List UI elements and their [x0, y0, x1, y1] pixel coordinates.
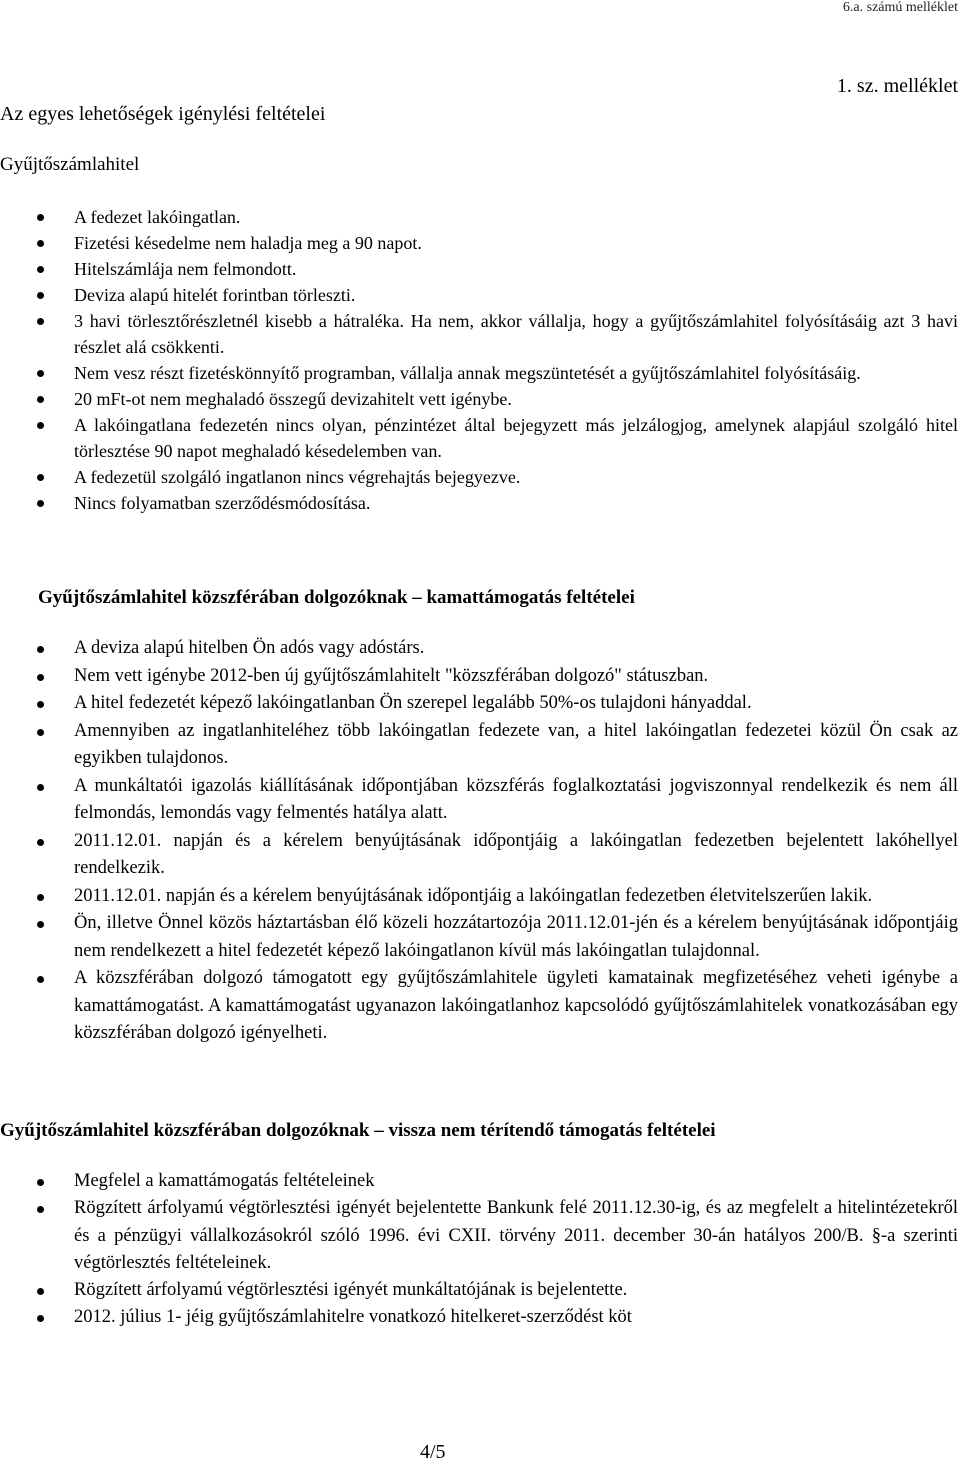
attachment-label-small: 6.a. számú melléklet: [842, 0, 958, 15]
conditions-list-gyujtoszamlahitel: [0, 204, 958, 516]
list-item: Nem vesz részt fizetéskönnyítő programban, vállalja annak megszüntetését a gyűjtőszámlahitel folyósításáig.: [0, 360, 958, 386]
conditions-list-kamattamogatas: [0, 635, 958, 1048]
list-item: Megfelel a kamattámogatás feltételeinek: [0, 1168, 958, 1195]
list-item: Amennyiben az ingatlanhiteléhez több lakóingatlan fedezete van, a hitel lakóingatlan fedezetei közül Ön csak az egyikben tulajdonos.: [0, 718, 958, 773]
list-item: A hitel fedezetét képező lakóingatlanban Ön szerepel legalább 50%-os tulajdoni hányaddal.: [0, 690, 958, 718]
list-item: 2012. július 1- jéig gyűjtőszámlahitelre vonatkozó hitelkeret-szerződést köt: [0, 1304, 958, 1331]
list-item: A fedezet lakóingatlan.: [0, 204, 958, 230]
attachment-label: 1. sz. melléklet: [836, 75, 958, 97]
document-title: Az egyes lehetőségek igénylési feltételei: [0, 103, 326, 125]
list-item: Deviza alapú hitelét forintban törleszti.: [0, 282, 958, 308]
section-title-vissza-nem-teritendo: Gyűjtőszámlahitel közszférában dolgozóknak – vissza nem térítendő támogatás feltételei: [0, 1120, 716, 1141]
list-item: 2011.12.01. napján és a kérelem benyújtásának időpontjáig a lakóingatlan fedezetben bejelentett lakóhellyel rendelkezik.: [0, 828, 958, 883]
section-title-gyujtoszamlahitel: Gyűjtőszámlahitel: [0, 154, 140, 175]
list-item: A lakóingatlana fedezetén nincs olyan, pénzintézet által bejegyzett más jelzálogjog, amelynek alapjául szolgáló hitel törlesztése 90 napot meghaladó késedelemben van.: [0, 412, 958, 464]
list-item: Nincs folyamatban szerződésmódosítása.: [0, 490, 958, 516]
list-item: A fedezetül szolgáló ingatlanon nincs végrehajtás bejegyezve.: [0, 464, 958, 490]
document-header: [0, 74, 960, 125]
list-item: Nem vett igénybe 2012-ben új gyűjtőszámlahitelt "közszférában dolgozó" státuszban.: [0, 663, 958, 691]
page-number: 4/5: [420, 1441, 446, 1463]
list-item: A munkáltatói igazolás kiállításának időpontjában közszférás foglalkoztatási jogviszonnyal rendelkezik és nem áll felmondás, lemondás vagy felmentés hatálya alatt.: [0, 773, 958, 828]
list-item: 2011.12.01. napján és a kérelem benyújtásának időpontjáig a lakóingatlan fedezetben életvitelszerűen lakik.: [0, 883, 958, 911]
list-item: Fizetési késedelme nem haladja meg a 90 napot.: [0, 230, 958, 256]
section-title-kamattamogatas: Gyűjtőszámlahitel közszférában dolgozóknak – kamattámogatás feltételei: [38, 587, 635, 608]
list-item: Rögzített árfolyamú végtörlesztési igényét munkáltatójának is bejelentette.: [0, 1277, 958, 1304]
list-item: 20 mFt-ot nem meghaladó összegű devizahitelt vett igénybe.: [0, 386, 958, 412]
list-item: Hitelszámlája nem felmondott.: [0, 256, 958, 282]
list-item: A deviza alapú hitelben Ön adós vagy adóstárs.: [0, 635, 958, 663]
conditions-list-vissza-nem-teritendo: [0, 1168, 958, 1332]
list-item: 3 havi törlesztőrészletnél kisebb a hátraléka. Ha nem, akkor vállalja, hogy a gyűjtőszámlahitel folyósításáig azt 3 havi részlet alá csökkenti.: [0, 308, 958, 360]
list-item: A közszférában dolgozó támogatott egy gyűjtőszámlahitele ügyleti kamatainak megfizetéséhez veheti igénybe a kamattámogatást. A kamattámogatást ugyanazon lakóingatlanhoz kapcsolódó gyűjtőszámlahitelek vonatkozásában egy közszférában dolgozó igényelheti.: [0, 965, 958, 1048]
list-item: Ön, illetve Önnel közös háztartásban élő közeli hozzátartozója 2011.12.01-jén és a kérelem benyújtásának időpontjáig nem rendelkezett a hitel fedezetét képező lakóingatlanon kívül más lakóingatlan tulajdonnal.: [0, 910, 958, 965]
list-item: Rögzített árfolyamú végtörlesztési igényét bejelentette Bankunk felé 2011.12.30-ig, és az megfelelt a hitelintézetekről és a pénzügyi vállalkozásokról szóló 1996. évi CXII. törvény 2011. december 30-án hatályos 200/B. §-a szerinti végtörlesztés feltételeinek.: [0, 1195, 958, 1277]
